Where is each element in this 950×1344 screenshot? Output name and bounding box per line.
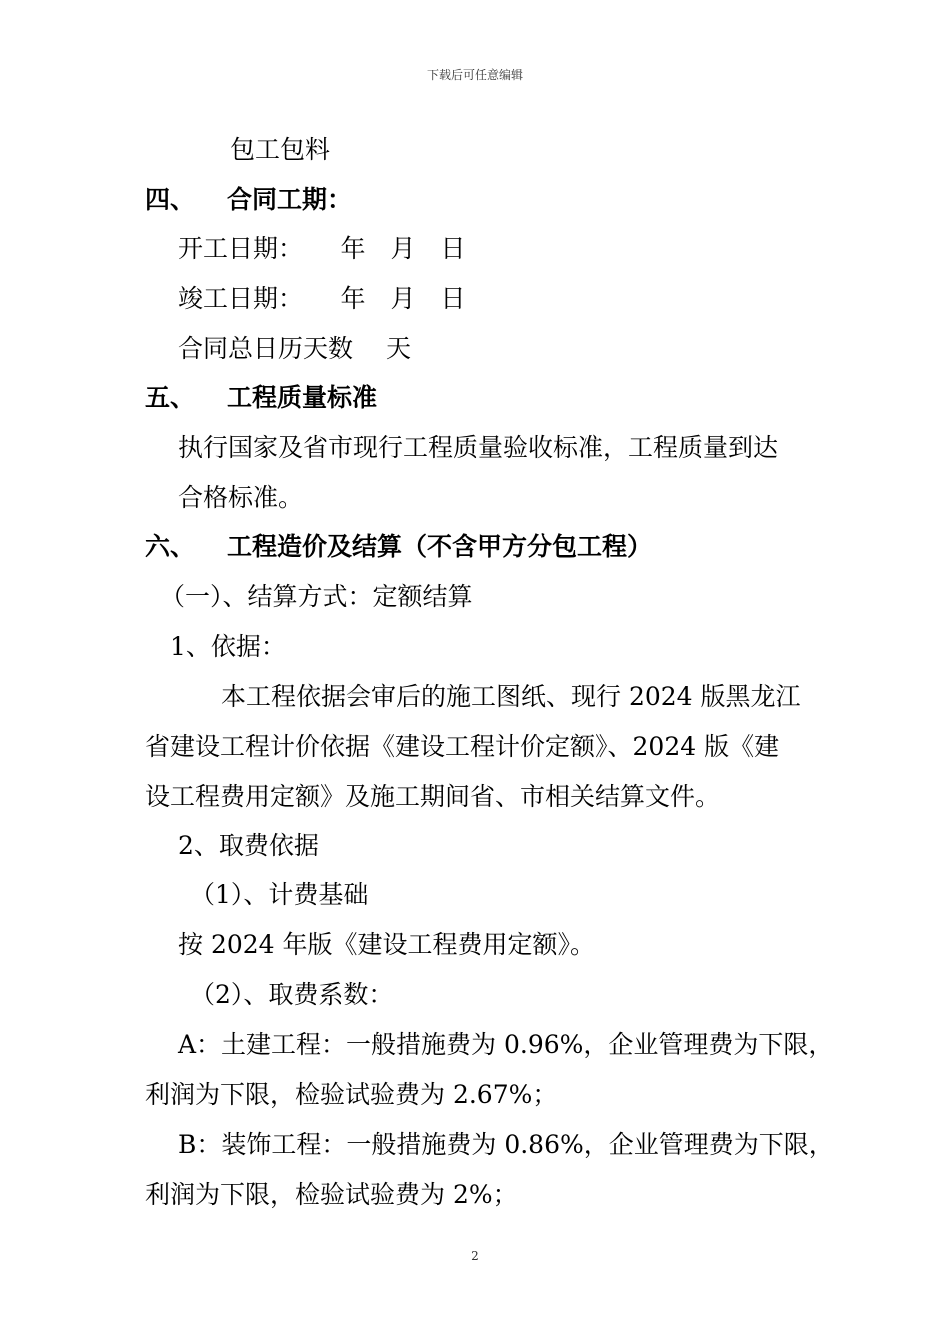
text-line: A：土建工程：一般措施费为 0.96%，企业管理费为下限， <box>178 1030 834 1059</box>
section-heading-5 <box>145 383 377 413</box>
text-line: 合格标准。 <box>178 483 304 512</box>
section-title: 合同工期： <box>227 185 353 214</box>
start-date-line: 开工日期： 年 月 日 <box>178 234 466 263</box>
text-line: 执行国家及省市现行工程质量验收标准，工程质量到达 <box>178 433 779 462</box>
text-line: （1）、计费基础 <box>190 880 369 909</box>
section-heading-6 <box>145 532 652 562</box>
text-line: 利润为下限，检验试验费为 2%； <box>145 1180 518 1209</box>
text-line: 设工程费用定额》及施工期间省、市相关结算文件。 <box>145 782 721 811</box>
total-days-line: 合同总日历天数 天 <box>178 334 411 363</box>
section-number: 五、 <box>145 383 196 412</box>
text-line: 2、取费依据 <box>178 831 319 860</box>
subsection-heading: （一）、结算方式：定额结算 <box>160 582 473 611</box>
text-line: 包工包料 <box>230 135 331 164</box>
section-heading-4 <box>145 185 352 215</box>
text-line: B：装饰工程：一般措施费为 0.86%，企业管理费为下限， <box>178 1130 834 1159</box>
text-line: （2）、取费系数： <box>190 980 394 1009</box>
section-number: 四、 <box>145 185 196 214</box>
section-number: 六、 <box>145 532 196 561</box>
text-line: 省建设工程计价依据《建设工程计价定额》、2024 版《建 <box>145 732 780 761</box>
completion-date-line: 竣工日期： 年 月 日 <box>178 284 466 313</box>
section-title: 工程造价及结算（不含甲方分包工程） <box>227 532 653 561</box>
text-line: 1、依据： <box>170 632 286 661</box>
page-header: 下载后可任意编辑 <box>426 68 523 82</box>
text-line: 本工程依据会审后的施工图纸、现行 2024 版黑龙江 <box>221 682 801 711</box>
page-number: 2 <box>471 1249 479 1263</box>
section-title: 工程质量标准 <box>227 383 378 412</box>
text-line: 利润为下限，检验试验费为 2.67%； <box>145 1080 558 1109</box>
text-line: 按 2024 年版《建设工程费用定额》。 <box>178 930 596 959</box>
